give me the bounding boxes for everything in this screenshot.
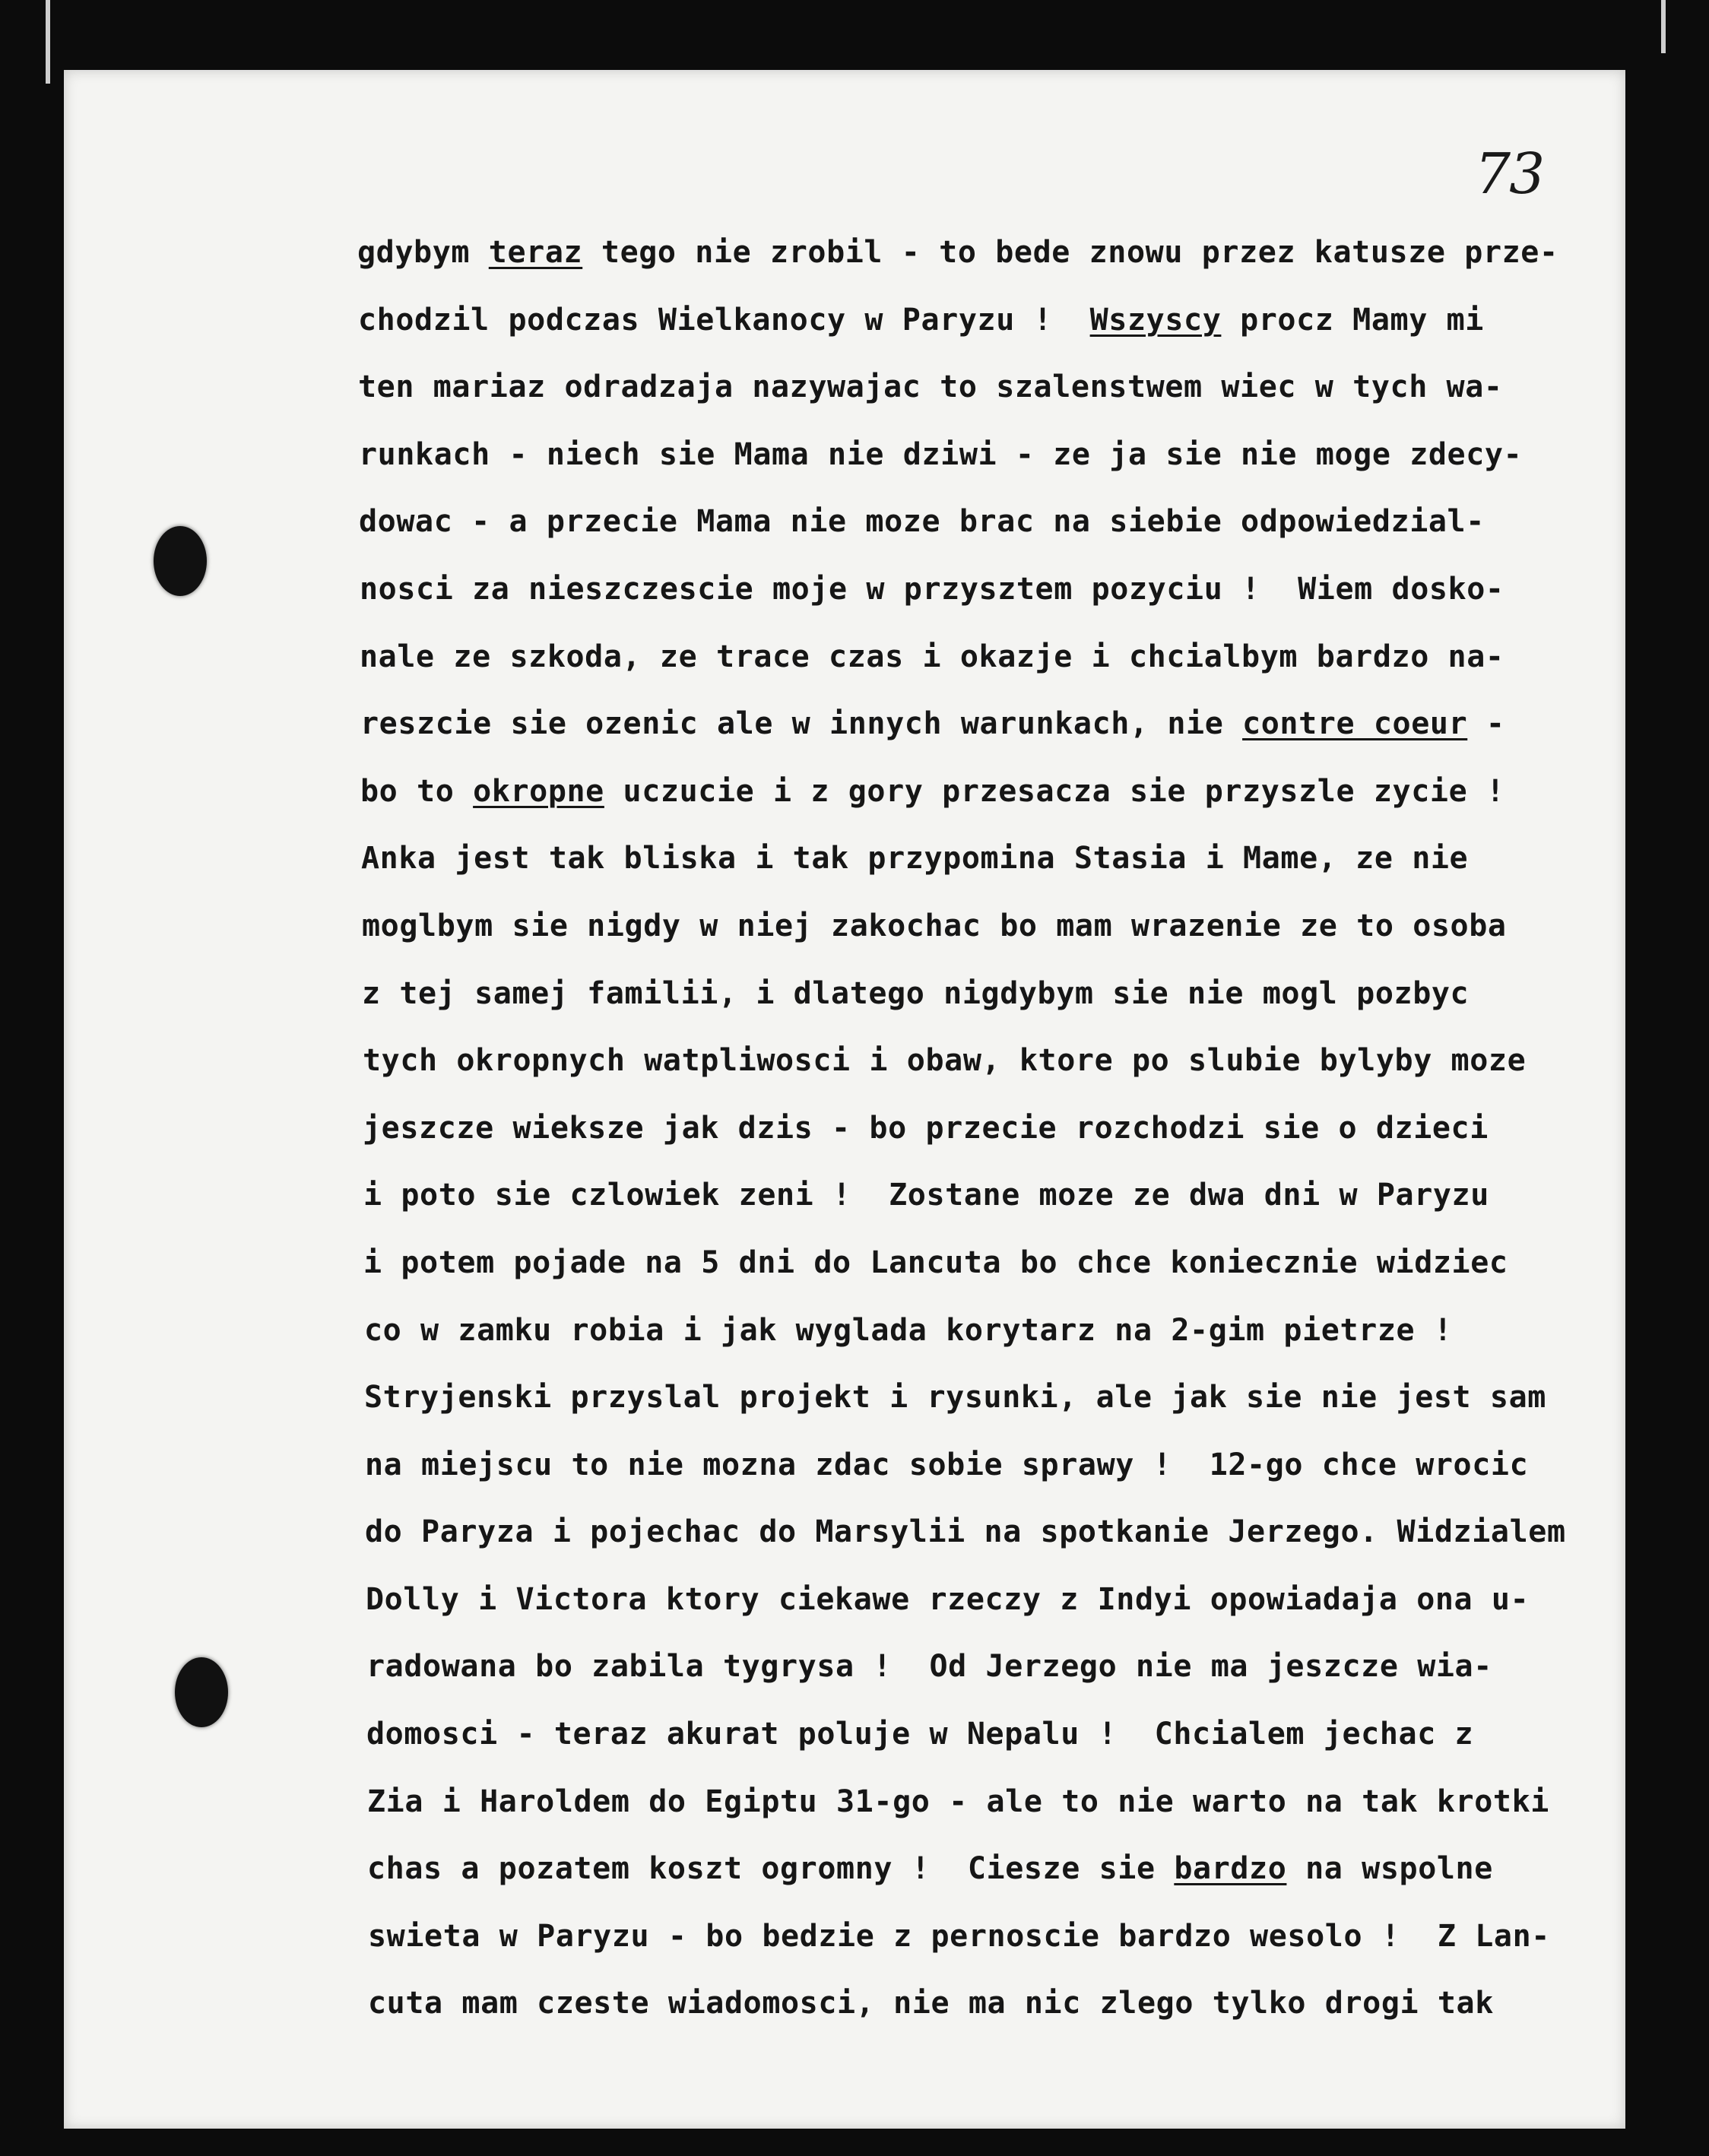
text-line — [368, 1970, 1619, 2037]
text-line — [360, 690, 1619, 758]
text-segment: bo to — [360, 773, 474, 809]
text-segment: i poto sie czlowiek zeni ! Zostane moze ze dwa dni w Paryzu — [363, 1178, 1489, 1213]
text-line — [367, 1835, 1619, 1903]
underlined-word: bardzo — [1174, 1851, 1287, 1887]
punch-hole-bottom — [175, 1657, 228, 1727]
text-line — [359, 488, 1619, 556]
text-segment: cuta mam czeste wiadomosci, nie ma nic zlego tylko drogi tak — [368, 1986, 1494, 2021]
underlined-word: okropne — [473, 773, 604, 809]
text-line — [360, 556, 1619, 623]
text-segment: moglbym sie nigdy w niej zakochac bo mam wrazenie ze to osoba — [362, 908, 1507, 943]
text-line — [366, 1701, 1619, 1768]
text-line — [360, 623, 1619, 691]
text-line — [364, 1297, 1619, 1365]
text-line — [363, 1027, 1619, 1095]
text-segment: gdybym — [357, 235, 489, 270]
text-segment: runkach - niech sie Mama nie dziwi - ze ja sie nie moge zdecy- — [359, 436, 1523, 472]
text-segment: i potem pojade na 5 dni do Lancuta bo chce koniecznie widziec — [363, 1244, 1508, 1280]
text-segment: Stryjenski przyslal projekt i rysunki, ale jak sie nie jest sam — [364, 1380, 1546, 1416]
text-line — [361, 825, 1619, 893]
text-line — [365, 1498, 1619, 1566]
text-segment: dowac - a przecie Mama nie moze brac na siebie odpowiedzial- — [359, 504, 1485, 540]
text-segment: na miejscu to nie mozna zdac sobie sprawy ! 12-go chce wrocic — [365, 1447, 1529, 1482]
text-line — [367, 1768, 1619, 1836]
text-segment: swieta w Paryzu - bo bedzie z pernoscie bardzo wesolo ! Z Lan- — [368, 1918, 1550, 1954]
underlined-word: contre coeur — [1242, 706, 1468, 742]
text-line — [362, 960, 1619, 1028]
text-segment: chas a pozatem koszt ogromny ! Ciesze sie — [367, 1851, 1175, 1887]
text-segment: nale ze szkoda, ze trace czas i okazje i chcialbym bardzo na- — [360, 639, 1504, 674]
punch-hole-top — [154, 526, 207, 596]
underlined-word: teraz — [488, 235, 583, 270]
text-line — [366, 1566, 1619, 1634]
text-segment: reszcie sie ozenic ale w innych warunkach, nie — [360, 706, 1243, 742]
right-edge-mark — [1661, 0, 1666, 53]
text-segment: - — [1467, 706, 1505, 742]
text-line — [368, 1903, 1619, 1971]
text-segment: nosci za nieszczescie moje w przysztem pozyciu ! Wiem dosko- — [360, 571, 1504, 607]
text-line — [365, 1432, 1619, 1499]
text-segment: domosci - teraz akurat poluje w Nepalu ! Chcialem jechac z — [366, 1717, 1474, 1752]
left-edge-mark — [46, 0, 50, 84]
text-segment: z tej samej familii, i dlatego nigdybym sie nie mogl pozbyc — [362, 975, 1470, 1011]
text-segment: uczucie i z gory przesacza sie przyszle zycie ! — [604, 773, 1505, 809]
text-segment: jeszcze wieksze jak dzis - bo przecie rozchodzi sie o dzieci — [363, 1110, 1489, 1146]
text-segment: Anka jest tak bliska i tak przypomina Stasia i Mame, ze nie — [361, 841, 1469, 877]
text-segment: tego nie zrobil - to bede znowu przez katusze prze- — [582, 235, 1558, 270]
text-segment: Dolly i Victora ktory ciekawe rzeczy z Indyi opowiadaja ona u- — [366, 1581, 1530, 1617]
text-segment: Zia i Haroldem do Egiptu 31-go - ale to nie warto na tak krotki — [367, 1783, 1549, 1819]
text-segment: co w zamku robia i jak wyglada korytarz na 2-gim pietrze ! — [364, 1312, 1453, 1348]
text-line — [358, 287, 1619, 354]
text-segment: na wspolne — [1286, 1851, 1493, 1887]
text-segment: ten mariaz odradzaja nazywajac to szalenstwem wiec w tych wa- — [358, 369, 1503, 405]
text-line — [357, 219, 1619, 287]
text-line — [362, 893, 1619, 960]
text-segment: do Paryza i pojechac do Marsylii na spotkanie Jerzego. Widzialem — [365, 1514, 1566, 1550]
text-line — [363, 1229, 1619, 1297]
text-segment: procz Mamy mi — [1221, 302, 1484, 338]
text-segment: chodzil podczas Wielkanocy w Paryzu ! — [358, 302, 1090, 338]
text-line — [366, 1633, 1619, 1701]
text-segment: tych okropnych watpliwosci i obaw, ktore po slubie bylyby moze — [363, 1043, 1527, 1079]
underlined-word: Wszyscy — [1089, 302, 1222, 338]
text-line — [360, 758, 1619, 826]
text-line — [363, 1162, 1619, 1229]
page-number: 73 — [1475, 141, 1544, 207]
text-line — [363, 1095, 1619, 1162]
letter-body — [357, 219, 1619, 2037]
text-segment: radowana bo zabila tygrysa ! Od Jerzego nie ma jeszcze wia- — [366, 1649, 1492, 1685]
text-line — [358, 354, 1619, 421]
text-line — [364, 1364, 1619, 1432]
text-line — [359, 421, 1619, 489]
